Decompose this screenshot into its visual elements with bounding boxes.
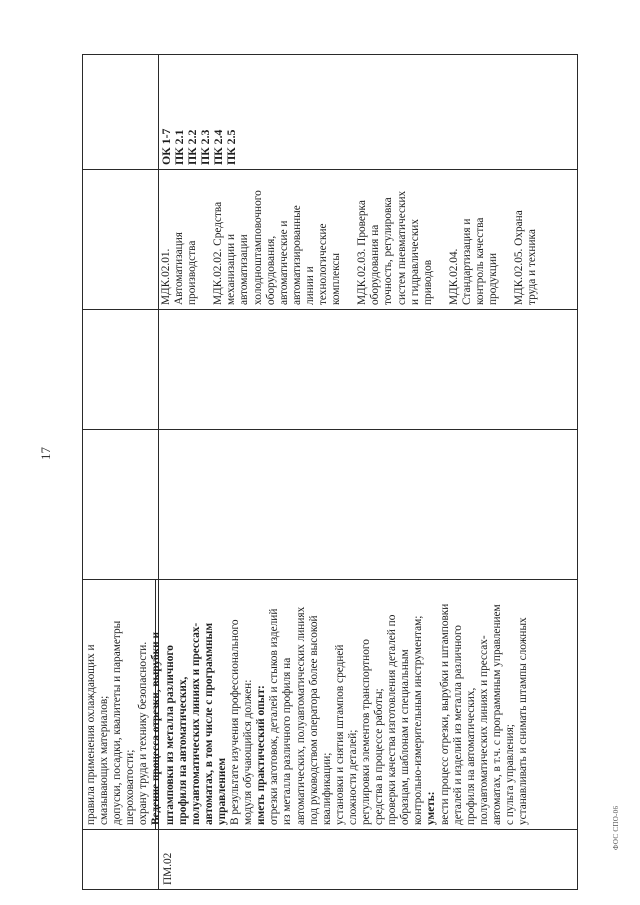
course-line: производства: [186, 240, 199, 305]
content-line: автоматических, полуавтоматических линиях: [294, 606, 307, 825]
content-line: профиля на автоматических,: [176, 676, 189, 825]
footer-code: ФОС СПО-06: [612, 805, 620, 850]
course-line: автоматизации: [238, 234, 251, 305]
column-divider: [82, 309, 578, 310]
competency-code: ОК 1-7: [159, 128, 173, 165]
content-line: вести процесс отрезки, вырубки и штамповки: [438, 603, 451, 825]
competency-code: ПК 2.1: [172, 129, 187, 165]
course-line: контроль качества: [473, 217, 486, 305]
content-line: отрезки заготовок, деталей и стыков изделий: [268, 608, 281, 825]
content-line: образцам, шаблонам и специальным: [399, 649, 412, 825]
course-line: Автоматизация: [173, 232, 186, 305]
course-line: МДК.02.04.: [447, 248, 460, 305]
course-line: МДК.02.02. Средства: [212, 201, 225, 305]
content-line: В результате изучения профессионального: [229, 619, 242, 825]
content-line: полуавтоматических линиях и прессах-: [189, 622, 202, 825]
content-line: контрольно-измерительным инструментам;: [412, 615, 425, 825]
course-line: автоматические и: [277, 220, 290, 305]
content-line: установки и снятия штампов средней: [333, 644, 346, 825]
course-line: комплексы: [330, 252, 343, 305]
content-line: полуавтоматических линиях и прессах-: [477, 635, 490, 825]
competency-code: ПК 2.2: [185, 129, 200, 165]
content-line: смазывающих материалов;: [98, 695, 111, 825]
interdisciplinary-courses: [160, 190, 539, 305]
course-line: холодноштамповочного: [251, 190, 264, 305]
course-line: МДК.02.05. Охрана: [513, 210, 526, 305]
module-code: ПМ.02: [162, 852, 174, 885]
table-left-border: [82, 889, 578, 890]
content-line: сложности деталей;: [346, 729, 359, 825]
content-line: автоматах, в т.ч. с программным управлением: [490, 604, 503, 825]
course-line: систем пневматических: [395, 190, 408, 305]
course-line: автоматизированные: [290, 205, 303, 305]
course-line: оборудования на: [369, 224, 382, 305]
course-line: точность, регулировка: [382, 197, 395, 305]
course-line: продукции: [487, 252, 500, 305]
column-divider: [82, 429, 578, 430]
course-line: и гидравлических: [408, 218, 421, 305]
content-line: профиля на автоматических,: [464, 687, 477, 825]
content-line: шероховатости;: [124, 749, 137, 825]
content-line: автоматах, в том числе с программным: [202, 622, 215, 825]
competencies: [160, 129, 239, 165]
content-line: Ведение процесса отрезки, вырубки и: [150, 632, 163, 825]
content-line: из металла различного профиля на: [281, 657, 294, 825]
table-right-border: [82, 54, 578, 55]
course-line: механизации и: [225, 233, 238, 305]
course-line: технологические: [317, 223, 330, 305]
table-bottom-border: [577, 55, 578, 890]
course-line: МДК.02.03. Проверка: [356, 200, 369, 305]
content-line: штамповки из металла различного: [163, 645, 176, 825]
content-line: иметь практический опыт:: [255, 685, 268, 825]
course-line: Стандартизация и: [460, 218, 473, 305]
content-line: средства в процессе работы;: [373, 688, 386, 825]
content-line: допуски, посадки, квалитеты и параметры: [111, 620, 124, 825]
content-line: устанавливать и снимать штампы сложных: [517, 617, 530, 825]
module-content: [85, 604, 530, 825]
content-line: под руководством оператора более высокой: [307, 615, 320, 825]
content-line: проверки качества изготовления деталей по: [386, 614, 399, 825]
content-line: правила применения охлаждающих и: [85, 644, 97, 825]
course-line: линии и: [303, 266, 316, 305]
column-divider: [82, 829, 578, 830]
content-line: модуля обучающийся должен:: [242, 679, 255, 825]
column-divider: [82, 169, 578, 170]
course-line: оборудования,: [264, 235, 277, 305]
content-line: управлением: [215, 757, 228, 825]
course-line: МДК.02.01.: [160, 248, 172, 305]
content-line: охрану труда и технику безопасности.: [137, 641, 150, 825]
content-line: уметь:: [425, 791, 438, 825]
competency-code: ПК 2.3: [198, 129, 213, 165]
competency-code: ПК 2.4: [211, 129, 226, 165]
content-line: деталей и изделий из металла различного: [451, 625, 464, 825]
competency-code: ПК 2.5: [224, 129, 239, 165]
course-line: труда и техника: [526, 229, 539, 305]
content-line: с пульта управления;: [504, 724, 516, 825]
content-line: регулировки элементов транспортного: [359, 639, 372, 825]
course-line: приводов: [421, 259, 434, 305]
page-number: 17: [38, 447, 53, 460]
column-divider: [82, 579, 578, 580]
content-line: квалификации;: [320, 752, 333, 825]
table-top-border: [82, 55, 83, 890]
